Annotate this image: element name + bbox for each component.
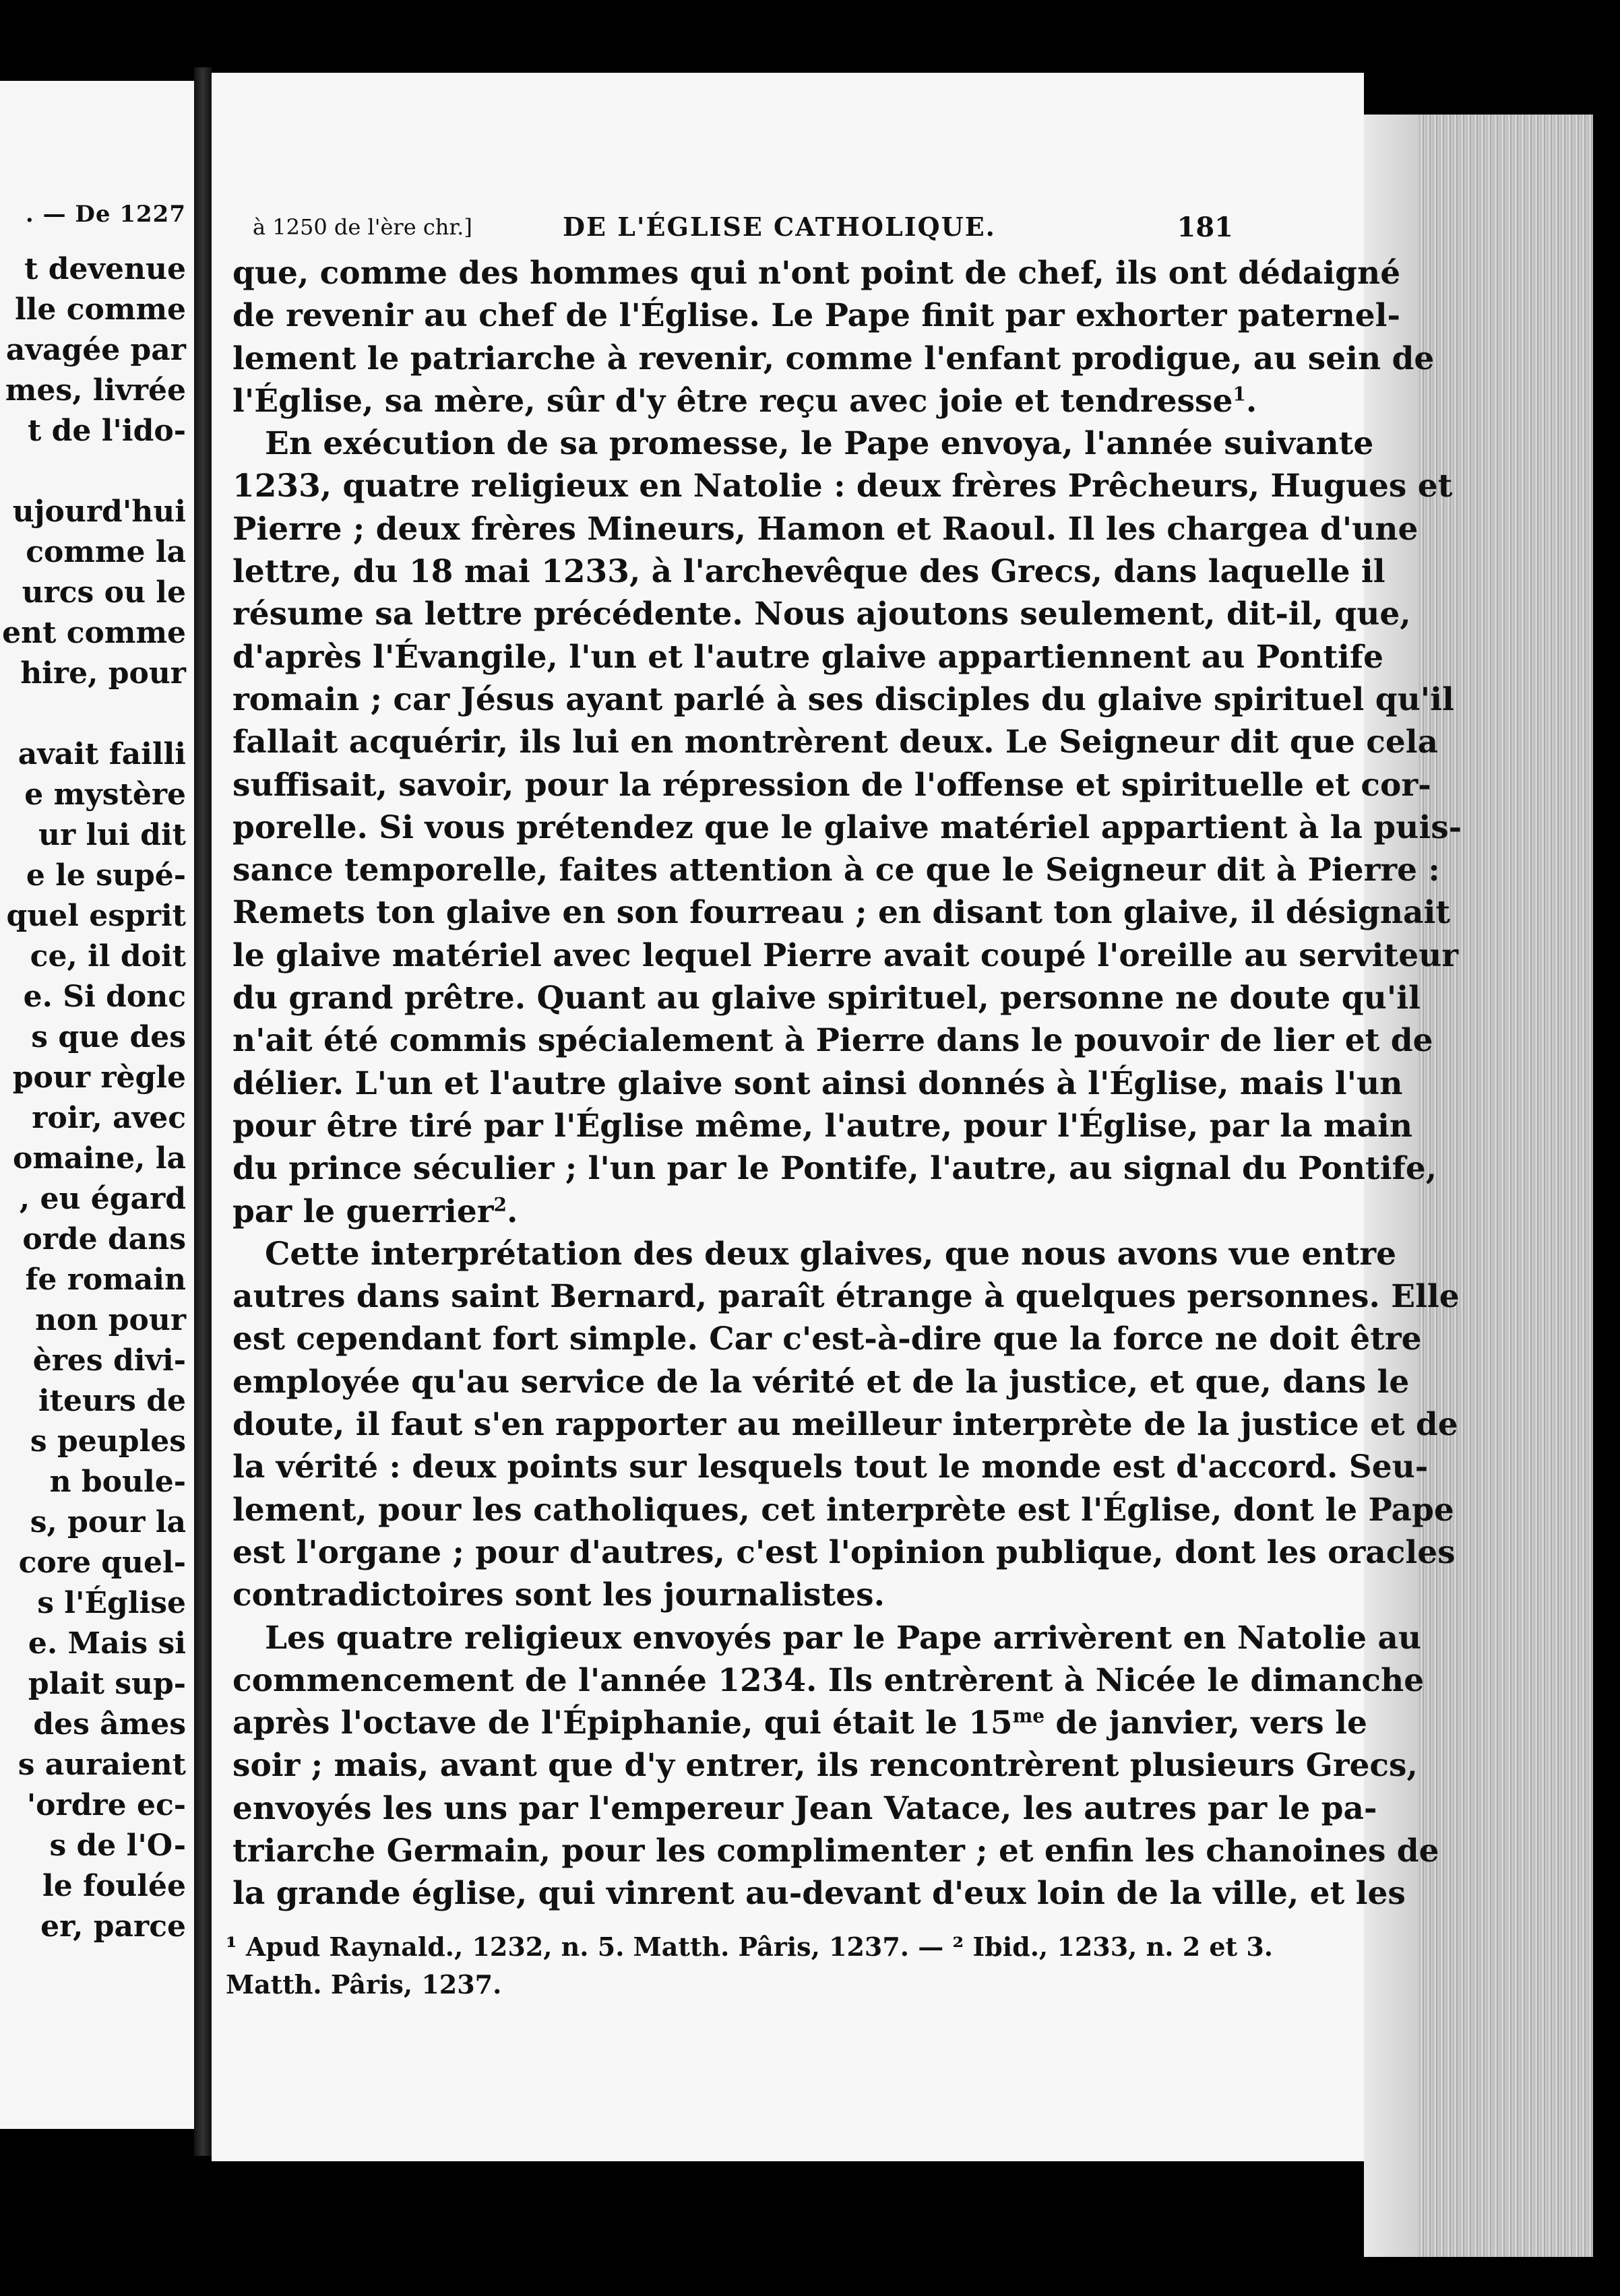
line-text: porelle. Si vous prétendez que le glaive matériel appartient à la puis-: [232, 808, 1462, 846]
left-page-line: s l'Église: [37, 1586, 186, 1620]
left-page-line: avait failli: [18, 737, 186, 771]
left-page-line: plait sup-: [28, 1667, 186, 1701]
line-text: par le guerrier: [232, 1192, 494, 1230]
line-text: Les quatre religieux envoyés par le Pape arrivèrent en Natolie au: [265, 1619, 1422, 1657]
text-line: [232, 1531, 1456, 1574]
left-page-line: ujourd'hui: [12, 495, 186, 529]
line-text: après l'octave de l'Épiphanie, qui était le 15: [232, 1704, 1013, 1742]
left-page-line: avagée par: [5, 333, 186, 367]
text-line: [232, 380, 1257, 422]
left-page: [0, 81, 194, 2129]
text-line: [232, 1318, 1422, 1360]
text-line: [232, 636, 1384, 678]
footnote-line: [226, 1966, 1183, 2004]
left-page-line: quel esprit: [6, 899, 186, 933]
text-line: [232, 934, 1459, 977]
line-text: autres dans saint Bernard, paraît étrange à quelques personnes. Elle: [232, 1278, 1460, 1316]
line-text: sance temporelle, faites attention à ce que le Seigneur dit à Pierre :: [232, 852, 1440, 889]
text-line: [232, 508, 1419, 550]
text-line: [232, 1233, 1396, 1275]
line-text: la vérité : deux points sur lesquels tout le monde est d'accord. Seu-: [232, 1448, 1429, 1486]
line-text: triarche Germain, pour les complimenter ; et enfin les chanoines de: [232, 1832, 1439, 1870]
footnote-marker: me: [1012, 1704, 1045, 1727]
left-page-line: e le supé-: [26, 858, 186, 893]
left-page-line: des âmes: [33, 1707, 186, 1742]
header-title: DE L'ÉGLISE CATHOLIQUE.: [563, 212, 996, 242]
text-line: [232, 891, 1451, 934]
line-text: envoyés les uns par l'empereur Jean Vatace, les autres par le pa-: [232, 1789, 1377, 1827]
line-text: employée qu'au service de la vérité et de la justice, et que, dans le: [232, 1363, 1410, 1401]
left-page-line: iteurs de: [38, 1384, 186, 1418]
left-page-line: ent comme: [2, 616, 186, 650]
left-page-line: er, parce: [40, 1909, 186, 1944]
line-text: Remets ton glaive en son fourreau ; en disant ton glaive, il désignait: [232, 894, 1451, 932]
text-line: [232, 721, 1439, 763]
left-page-line: e. Mais si: [28, 1626, 186, 1661]
text-line: [232, 1659, 1425, 1702]
left-page-line: urcs ou le: [22, 575, 186, 610]
line-text: de revenir au chef de l'Église. Le Pape finit par exhorter paternel-: [232, 297, 1401, 335]
text-line: [232, 1403, 1458, 1446]
line-text: est cependant fort simple. Car c'est-à-dire que la force ne doit être: [232, 1320, 1422, 1358]
left-page-line: roir, avec: [32, 1101, 186, 1135]
left-page-line: e. Si donc: [23, 980, 186, 1014]
line-text: le glaive matériel avec lequel Pierre avait coupé l'oreille au serviteur: [232, 936, 1459, 974]
text-line: [232, 593, 1411, 635]
text-line: [232, 1617, 1422, 1659]
line-text: d'après l'Évangile, l'un et l'autre glaive appartiennent au Pontife: [232, 638, 1384, 676]
footnote-marker: 2: [493, 1192, 507, 1215]
running-head: [253, 208, 1233, 248]
line-text: du prince séculier ; l'un par le Pontife, l'autre, au signal du Pontife,: [232, 1150, 1437, 1188]
left-page-line: 'ordre ec-: [26, 1788, 186, 1822]
text-line: [232, 1446, 1429, 1488]
text-line: [232, 1574, 1230, 1616]
line-text: la grande église, qui vinrent au-devant d'eux loin de la ville, et les: [232, 1875, 1406, 1913]
line-text: 1233, quatre religieux en Natolie : deux frères Prêcheurs, Hugues et: [232, 468, 1453, 505]
footnote-marker: 1: [1233, 383, 1246, 406]
left-page-line: pour règle: [12, 1060, 186, 1095]
left-page-line: e mystère: [24, 777, 186, 812]
line-text: soir ; mais, avant que d'y entrer, ils rencontrèrent plusieurs Grecs,: [232, 1747, 1418, 1785]
line-text: pour être tiré par l'Église même, l'autre, pour l'Église, par la main: [232, 1107, 1413, 1145]
text-line: [232, 806, 1462, 849]
page-number: 181: [1177, 212, 1233, 243]
text-line: [232, 1872, 1406, 1915]
text-line: [232, 1190, 1230, 1233]
book-gutter: [194, 67, 212, 2156]
line-text: Matth. Pâris, 1237.: [226, 1969, 502, 2000]
text-line: [232, 1361, 1410, 1403]
left-page-line: s que des: [31, 1020, 186, 1054]
left-page-line: orde dans: [22, 1222, 186, 1256]
left-page-line: hire, pour: [20, 656, 186, 691]
line-text: romain ; car Jésus ayant parlé à ses disciples du glaive spirituel qu'il: [232, 680, 1454, 718]
footnotes: [226, 1928, 1273, 2004]
line-text: l'Église, sa mère, sûr d'y être reçu avec joie et tendresse: [232, 382, 1233, 420]
left-page-line: comme la: [26, 535, 186, 569]
line-text-after: de janvier, vers le: [1045, 1704, 1367, 1742]
line-text: résume sa lettre précédente. Nous ajoutons seulement, dit-il, que,: [232, 596, 1411, 633]
text-line: [232, 550, 1385, 593]
line-text: que, comme des hommes qui n'ont point de chef, ils ont dédaigné: [232, 255, 1401, 292]
left-page-line: omaine, la: [13, 1141, 186, 1176]
left-page-line: , eu égard: [19, 1182, 186, 1216]
line-text: fallait acquérir, ils lui en montrèrent deux. Le Seigneur dit que cela: [232, 724, 1439, 761]
line-text-after: .: [1245, 382, 1257, 420]
line-text: ¹ Apud Raynald., 1232, n. 5. Matth. Pâris, 1237. — ² Ibid., 1233, n. 2 et 3.: [226, 1932, 1273, 1962]
text-line: [232, 1105, 1413, 1147]
text-line: [232, 849, 1440, 891]
left-page-line: s auraient: [18, 1748, 186, 1782]
text-line: [232, 1275, 1460, 1318]
text-line: [232, 977, 1421, 1019]
left-page-line: fe romain: [25, 1263, 186, 1297]
text-line: [232, 1787, 1377, 1830]
line-text: Cette interprétation des deux glaives, que nous avons vue entre: [265, 1235, 1396, 1273]
left-page-line: le foulée: [42, 1869, 186, 1903]
text-line: [232, 764, 1431, 806]
line-text-after: .: [507, 1192, 518, 1230]
left-page-line: ce, il doit: [30, 939, 186, 974]
line-text: n'ait été commis spécialement à Pierre dans le pouvoir de lier et de: [232, 1022, 1433, 1060]
text-line: [232, 465, 1453, 507]
left-page-line: s de l'O-: [49, 1828, 186, 1863]
line-text: suffisait, savoir, pour la répression de l'offense et spirituelle et cor-: [232, 766, 1431, 804]
left-page-line: t devenue: [24, 252, 186, 286]
footnote-line: [226, 1928, 1273, 1966]
text-line: [232, 338, 1435, 380]
line-text: du grand prêtre. Quant au glaive spirituel, personne ne doute qu'il: [232, 980, 1421, 1017]
text-line: [232, 1489, 1454, 1531]
line-text: lettre, du 18 mai 1233, à l'archevêque des Grecs, dans laquelle il: [232, 553, 1385, 591]
line-text: doute, il faut s'en rapporter au meilleur interprète de la justice et de: [232, 1406, 1458, 1444]
left-page-line: ères divi-: [32, 1343, 186, 1378]
left-page-line: n boule-: [49, 1465, 186, 1499]
body-text: [232, 252, 1462, 1915]
header-date-range: à 1250 de l'ère chr.]: [253, 214, 472, 240]
text-line: [232, 678, 1454, 721]
text-line: [232, 252, 1401, 294]
text-line: [232, 1019, 1433, 1062]
text-line: [232, 1744, 1418, 1787]
left-page-header: . — De 1227: [25, 201, 186, 228]
left-page-line: non pour: [35, 1303, 186, 1337]
line-text: commencement de l'année 1234. Ils entrèrent à Nicée le dimanche: [232, 1661, 1425, 1699]
left-page-line: s, pour la: [30, 1505, 186, 1539]
left-page-line: mes, livrée: [5, 373, 186, 408]
text-line: [232, 294, 1401, 337]
left-page-line: t de l'ido-: [28, 414, 186, 448]
text-line: [232, 1702, 1367, 1744]
left-page-line: lle comme: [15, 292, 186, 327]
line-text: contradictoires sont les journalistes.: [232, 1576, 885, 1614]
text-line: [232, 1147, 1437, 1190]
line-text: lement, pour les catholiques, cet interprète est l'Église, dont le Pape: [232, 1491, 1454, 1529]
line-text: En exécution de sa promesse, le Pape envoya, l'année suivante: [265, 425, 1374, 463]
left-page-line: s peuples: [30, 1424, 186, 1459]
left-page-line: ur lui dit: [38, 818, 186, 852]
text-line: [232, 422, 1374, 465]
line-text: Pierre ; deux frères Mineurs, Hamon et Raoul. Il les chargea d'une: [232, 510, 1419, 548]
text-line: [232, 1062, 1403, 1105]
left-page-line: core quel-: [18, 1545, 186, 1580]
line-text: est l'organe ; pour d'autres, c'est l'opinion publique, dont les oracles: [232, 1533, 1456, 1571]
line-text: lement le patriarche à revenir, comme l'enfant prodigue, au sein de: [232, 340, 1435, 377]
text-line: [232, 1830, 1439, 1872]
line-text: délier. L'un et l'autre glaive sont ainsi donnés à l'Église, mais l'un: [232, 1064, 1403, 1102]
